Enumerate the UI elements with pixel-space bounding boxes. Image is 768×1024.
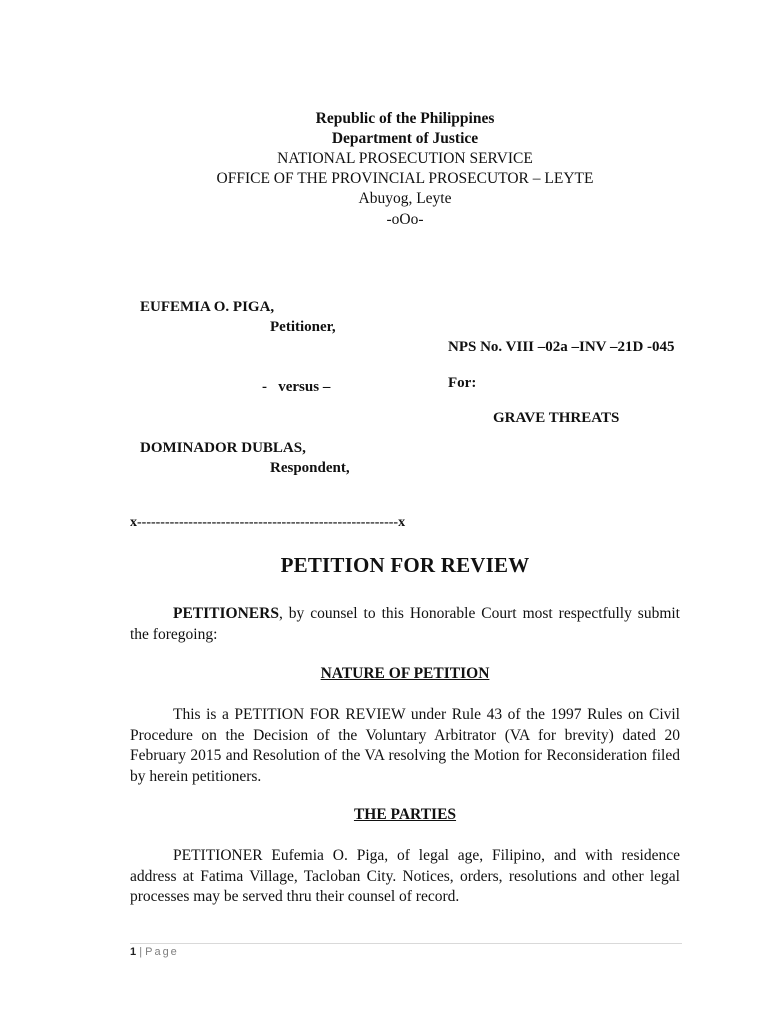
page-label: Page bbox=[145, 946, 179, 958]
page-footer bbox=[130, 946, 179, 958]
parties-heading: THE PARTIES bbox=[353, 806, 457, 823]
case-number: NPS No. VIII –02a –INV –21D -045 bbox=[448, 339, 675, 355]
header-republic: Republic of the Philippines bbox=[315, 110, 495, 127]
respondent-role: Respondent, bbox=[270, 460, 350, 476]
versus-label: - versus – bbox=[262, 379, 331, 395]
footer-separator: | bbox=[139, 946, 143, 958]
caption-divider: x--------------------------------------------------------x bbox=[130, 515, 406, 530]
petitioner-role: Petitioner, bbox=[270, 319, 336, 335]
page-number: 1 bbox=[130, 946, 137, 958]
respondent-name: DOMINADOR DUBLAS, bbox=[140, 440, 306, 456]
intro-text: , by counsel to this Honorable Court most respectfully submit the foregoing: bbox=[130, 605, 680, 643]
header-location: Abuyog, Leyte bbox=[358, 190, 452, 207]
for-label: For: bbox=[448, 375, 477, 391]
petitioner-name: EUFEMIA O. PIGA, bbox=[140, 299, 275, 315]
header-office: OFFICE OF THE PROVINCIAL PROSECUTOR – LEYTE bbox=[216, 170, 594, 187]
footer-rule bbox=[130, 943, 682, 944]
header-service: NATIONAL PROSECUTION SERVICE bbox=[277, 150, 533, 167]
header-department: Department of Justice bbox=[331, 130, 479, 147]
intro-paragraph bbox=[130, 604, 680, 645]
parties-paragraph: PETITIONER Eufemia O. Piga, of legal age, Filipino, and with residence address at Fatima Village, Tacloban City. Notices, orders, resolutions and other legal processes may be served thru their counsel of record. bbox=[130, 847, 680, 905]
offense-label: GRAVE THREATS bbox=[493, 410, 620, 426]
page-title: PETITION FOR REVIEW bbox=[280, 553, 530, 577]
nature-paragraph: This is a PETITION FOR REVIEW under Rule 43 of the 1997 Rules on Civil Procedure on the Decision of the Voluntary Arbitrator (VA for brevity) dated 20 February 2015 and Resolution of the VA resolving the Motion for Reconsideration filed by herein petitioners. bbox=[130, 706, 680, 785]
header-separator: -oOo- bbox=[386, 211, 424, 228]
intro-lead: PETITIONERS bbox=[173, 605, 279, 622]
nature-heading: NATURE OF PETITION bbox=[320, 665, 490, 682]
